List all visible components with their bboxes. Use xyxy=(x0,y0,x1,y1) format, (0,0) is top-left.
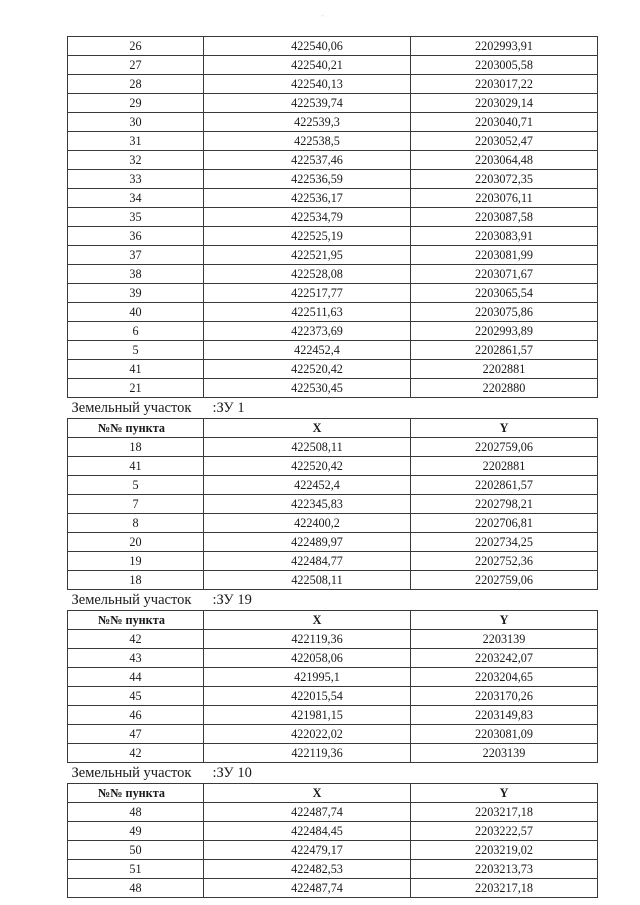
section-heading xyxy=(68,398,598,419)
x-coordinate-cell xyxy=(204,552,411,571)
page-mark: ~ xyxy=(321,14,325,20)
point-number-cell: 51 xyxy=(68,860,204,879)
y-coordinate-cell: 2202993,89 xyxy=(411,322,598,341)
x-coordinate-cell-value: 422400,2 xyxy=(294,515,340,530)
x-coordinate-cell xyxy=(204,571,411,590)
point-number-cell: 48 xyxy=(68,879,204,898)
point-number-cell: 30 xyxy=(68,113,204,132)
table-row xyxy=(68,571,598,590)
coordinates-table-body xyxy=(68,37,598,898)
x-coordinate-cell xyxy=(204,75,411,94)
point-number-cell: 5 xyxy=(68,341,204,360)
point-number-cell: 42 xyxy=(68,744,204,763)
x-coordinate-cell-value: 422489,97 xyxy=(291,534,343,549)
x-coordinate-cell xyxy=(204,687,411,706)
x-coordinate-cell-value: 422536,17 xyxy=(291,190,343,205)
x-coordinate-cell-value: 422537,46 xyxy=(291,152,343,167)
x-coordinate-cell xyxy=(204,514,411,533)
section-id: :ЗУ 1 xyxy=(212,400,245,416)
x-coordinate-cell xyxy=(204,860,411,879)
point-number-cell: 8 xyxy=(68,514,204,533)
x-coordinate-cell-value: 422022,02 xyxy=(291,726,343,741)
x-coordinate-cell xyxy=(204,822,411,841)
table-row xyxy=(68,495,598,514)
section-id: :ЗУ 10 xyxy=(212,765,252,781)
x-coordinate-cell-value: 422538,5 xyxy=(294,133,340,148)
section-label: Земельный участок xyxy=(71,400,192,416)
table-row xyxy=(68,476,598,495)
table-row xyxy=(68,379,598,398)
point-number-cell: 47 xyxy=(68,725,204,744)
table-row xyxy=(68,822,598,841)
point-number-cell: 33 xyxy=(68,170,204,189)
table-row xyxy=(68,113,598,132)
column-header-y: Y xyxy=(411,611,598,630)
point-number-cell: 5 xyxy=(68,476,204,495)
x-coordinate-cell-value: 422015,54 xyxy=(291,688,343,703)
table-row xyxy=(68,360,598,379)
point-number-cell: 46 xyxy=(68,706,204,725)
table-row xyxy=(68,227,598,246)
y-coordinate-cell: 2203139 xyxy=(411,744,598,763)
point-number-cell: 38 xyxy=(68,265,204,284)
x-coordinate-cell-value: 422345,83 xyxy=(291,496,343,511)
y-coordinate-cell: 2203083,91 xyxy=(411,227,598,246)
column-header-x-value: X xyxy=(312,785,322,800)
table-row xyxy=(68,246,598,265)
y-coordinate-cell: 2202798,21 xyxy=(411,495,598,514)
table-header-row xyxy=(68,611,598,630)
point-number-cell: 41 xyxy=(68,360,204,379)
y-coordinate-cell: 2202759,06 xyxy=(411,571,598,590)
point-number-cell: 36 xyxy=(68,227,204,246)
column-header-x xyxy=(204,419,411,438)
column-header-x-value: X xyxy=(312,612,322,627)
table-row xyxy=(68,341,598,360)
y-coordinate-cell: 2203081,09 xyxy=(411,725,598,744)
x-coordinate-cell xyxy=(204,668,411,687)
coordinates-sheet xyxy=(67,36,598,898)
table-row xyxy=(68,725,598,744)
y-coordinate-cell: 2202881 xyxy=(411,360,598,379)
x-coordinate-cell xyxy=(204,841,411,860)
y-coordinate-cell: 2203052,47 xyxy=(411,132,598,151)
table-row xyxy=(68,649,598,668)
table-row xyxy=(68,514,598,533)
x-coordinate-cell-value: 422539,74 xyxy=(291,95,343,110)
x-coordinate-cell-value: 422119,36 xyxy=(291,631,343,646)
x-coordinate-cell xyxy=(204,189,411,208)
x-coordinate-cell xyxy=(204,649,411,668)
y-coordinate-cell: 2203149,83 xyxy=(411,706,598,725)
x-coordinate-cell-value: 422373,69 xyxy=(291,323,343,338)
point-number-cell: 20 xyxy=(68,533,204,552)
point-number-cell: 31 xyxy=(68,132,204,151)
y-coordinate-cell: 2202734,25 xyxy=(411,533,598,552)
x-coordinate-cell xyxy=(204,303,411,322)
x-coordinate-cell-value: 422525,19 xyxy=(291,228,343,243)
point-number-cell: 49 xyxy=(68,822,204,841)
table-row xyxy=(68,75,598,94)
y-coordinate-cell: 2203075,86 xyxy=(411,303,598,322)
x-coordinate-cell xyxy=(204,725,411,744)
table-row xyxy=(68,533,598,552)
y-coordinate-cell: 2202881 xyxy=(411,457,598,476)
table-row xyxy=(68,208,598,227)
point-number-cell: 32 xyxy=(68,151,204,170)
table-row xyxy=(68,132,598,151)
y-coordinate-cell: 2203213,73 xyxy=(411,860,598,879)
point-number-cell: 48 xyxy=(68,803,204,822)
y-coordinate-cell: 2202706,81 xyxy=(411,514,598,533)
point-number-cell: 41 xyxy=(68,457,204,476)
table-row xyxy=(68,265,598,284)
table-row xyxy=(68,841,598,860)
x-coordinate-cell-value: 422540,21 xyxy=(291,57,343,72)
y-coordinate-cell: 2203242,07 xyxy=(411,649,598,668)
column-header-y: Y xyxy=(411,784,598,803)
x-coordinate-cell xyxy=(204,246,411,265)
y-coordinate-cell: 2202880 xyxy=(411,379,598,398)
x-coordinate-cell xyxy=(204,379,411,398)
x-coordinate-cell-value: 422540,06 xyxy=(291,38,343,53)
section-heading xyxy=(68,590,598,611)
column-header-x xyxy=(204,784,411,803)
section-id: :ЗУ 19 xyxy=(212,592,252,608)
point-number-cell: 7 xyxy=(68,495,204,514)
x-coordinate-cell-value: 421981,15 xyxy=(291,707,343,722)
x-coordinate-cell xyxy=(204,360,411,379)
table-row xyxy=(68,189,598,208)
x-coordinate-cell-value: 422484,45 xyxy=(291,823,343,838)
coordinates-table xyxy=(67,36,598,898)
section-heading-row xyxy=(68,398,598,419)
table-header-row xyxy=(68,784,598,803)
section-heading-row xyxy=(68,590,598,611)
x-coordinate-cell-value: 422487,74 xyxy=(291,804,343,819)
table-row xyxy=(68,687,598,706)
x-coordinate-cell xyxy=(204,457,411,476)
y-coordinate-cell: 2203072,35 xyxy=(411,170,598,189)
x-coordinate-cell-value: 422520,42 xyxy=(291,361,343,376)
x-coordinate-cell xyxy=(204,630,411,649)
point-number-cell: 42 xyxy=(68,630,204,649)
point-number-cell: 40 xyxy=(68,303,204,322)
x-coordinate-cell-value: 422119,36 xyxy=(291,745,343,760)
point-number-cell: 18 xyxy=(68,571,204,590)
x-coordinate-cell-value: 422536,59 xyxy=(291,171,343,186)
table-row xyxy=(68,668,598,687)
column-header-x xyxy=(204,611,411,630)
x-coordinate-cell xyxy=(204,170,411,189)
column-header-x-value: X xyxy=(312,420,322,435)
x-coordinate-cell-value: 422534,79 xyxy=(291,209,343,224)
x-coordinate-cell xyxy=(204,56,411,75)
table-row xyxy=(68,322,598,341)
x-coordinate-cell-value: 422452,4 xyxy=(294,477,340,492)
x-coordinate-cell-value: 422511,63 xyxy=(291,304,343,319)
point-number-cell: 43 xyxy=(68,649,204,668)
y-coordinate-cell: 2202759,06 xyxy=(411,438,598,457)
section-heading-row xyxy=(68,763,598,784)
x-coordinate-cell-value: 422508,11 xyxy=(291,572,343,587)
table-row xyxy=(68,879,598,898)
y-coordinate-cell: 2203076,11 xyxy=(411,189,598,208)
point-number-cell: 18 xyxy=(68,438,204,457)
y-coordinate-cell: 2203217,18 xyxy=(411,879,598,898)
x-coordinate-cell-value: 422487,74 xyxy=(291,880,343,895)
table-row xyxy=(68,56,598,75)
x-coordinate-cell-value: 422530,45 xyxy=(291,380,343,395)
y-coordinate-cell: 2203071,67 xyxy=(411,265,598,284)
y-coordinate-cell: 2203005,58 xyxy=(411,56,598,75)
table-row xyxy=(68,438,598,457)
point-number-cell: 44 xyxy=(68,668,204,687)
x-coordinate-cell-value: 422540,13 xyxy=(291,76,343,91)
y-coordinate-cell: 2203204,65 xyxy=(411,668,598,687)
x-coordinate-cell xyxy=(204,803,411,822)
x-coordinate-cell xyxy=(204,438,411,457)
y-coordinate-cell: 2203217,18 xyxy=(411,803,598,822)
x-coordinate-cell xyxy=(204,322,411,341)
table-row xyxy=(68,151,598,170)
y-coordinate-cell: 2202993,91 xyxy=(411,37,598,56)
y-coordinate-cell: 2202752,36 xyxy=(411,552,598,571)
point-number-cell: 39 xyxy=(68,284,204,303)
x-coordinate-cell xyxy=(204,227,411,246)
table-row xyxy=(68,94,598,113)
column-header-point: №№ пункта xyxy=(68,419,204,438)
x-coordinate-cell-value: 422482,53 xyxy=(291,861,343,876)
x-coordinate-cell xyxy=(204,265,411,284)
x-coordinate-cell-value: 422539,3 xyxy=(294,114,340,129)
y-coordinate-cell: 2202861,57 xyxy=(411,341,598,360)
x-coordinate-cell xyxy=(204,744,411,763)
x-coordinate-cell-value: 422517,77 xyxy=(291,285,343,300)
point-number-cell: 35 xyxy=(68,208,204,227)
x-coordinate-cell-value: 422484,77 xyxy=(291,553,343,568)
x-coordinate-cell xyxy=(204,341,411,360)
y-coordinate-cell: 2203170,26 xyxy=(411,687,598,706)
point-number-cell: 19 xyxy=(68,552,204,571)
x-coordinate-cell xyxy=(204,476,411,495)
y-coordinate-cell: 2203029,14 xyxy=(411,94,598,113)
point-number-cell: 34 xyxy=(68,189,204,208)
column-header-y: Y xyxy=(411,419,598,438)
x-coordinate-cell-value: 421995,1 xyxy=(294,669,340,684)
x-coordinate-cell xyxy=(204,151,411,170)
x-coordinate-cell-value: 422508,11 xyxy=(291,439,343,454)
point-number-cell: 26 xyxy=(68,37,204,56)
x-coordinate-cell-value: 422479,17 xyxy=(291,842,343,857)
point-number-cell: 6 xyxy=(68,322,204,341)
y-coordinate-cell: 2202861,57 xyxy=(411,476,598,495)
y-coordinate-cell: 2203087,58 xyxy=(411,208,598,227)
x-coordinate-cell xyxy=(204,533,411,552)
y-coordinate-cell: 2203064,48 xyxy=(411,151,598,170)
x-coordinate-cell xyxy=(204,113,411,132)
section-label: Земельный участок xyxy=(71,765,192,781)
point-number-cell: 27 xyxy=(68,56,204,75)
table-row xyxy=(68,284,598,303)
point-number-cell: 50 xyxy=(68,841,204,860)
y-coordinate-cell: 2203219,02 xyxy=(411,841,598,860)
y-coordinate-cell: 2203065,54 xyxy=(411,284,598,303)
y-coordinate-cell: 2203139 xyxy=(411,630,598,649)
point-number-cell: 45 xyxy=(68,687,204,706)
x-coordinate-cell-value: 422058,06 xyxy=(291,650,343,665)
x-coordinate-cell xyxy=(204,706,411,725)
point-number-cell: 37 xyxy=(68,246,204,265)
table-row xyxy=(68,37,598,56)
x-coordinate-cell xyxy=(204,132,411,151)
x-coordinate-cell xyxy=(204,495,411,514)
point-number-cell: 21 xyxy=(68,379,204,398)
x-coordinate-cell xyxy=(204,284,411,303)
y-coordinate-cell: 2203081,99 xyxy=(411,246,598,265)
column-header-point: №№ пункта xyxy=(68,784,204,803)
table-row xyxy=(68,744,598,763)
x-coordinate-cell-value: 422452,4 xyxy=(294,342,340,357)
section-label: Земельный участок xyxy=(71,592,192,608)
y-coordinate-cell: 2203040,71 xyxy=(411,113,598,132)
table-row xyxy=(68,860,598,879)
x-coordinate-cell xyxy=(204,37,411,56)
column-header-point: №№ пункта xyxy=(68,611,204,630)
x-coordinate-cell-value: 422528,08 xyxy=(291,266,343,281)
x-coordinate-cell-value: 422521,95 xyxy=(291,247,343,262)
table-row xyxy=(68,630,598,649)
point-number-cell: 28 xyxy=(68,75,204,94)
x-coordinate-cell-value: 422520,42 xyxy=(291,458,343,473)
point-number-cell: 29 xyxy=(68,94,204,113)
x-coordinate-cell xyxy=(204,208,411,227)
y-coordinate-cell: 2203222,57 xyxy=(411,822,598,841)
table-row xyxy=(68,706,598,725)
table-row xyxy=(68,457,598,476)
table-row xyxy=(68,170,598,189)
y-coordinate-cell: 2203017,22 xyxy=(411,75,598,94)
section-heading xyxy=(68,763,598,784)
table-row xyxy=(68,303,598,322)
table-header-row xyxy=(68,419,598,438)
x-coordinate-cell xyxy=(204,94,411,113)
table-row xyxy=(68,552,598,571)
table-row xyxy=(68,803,598,822)
x-coordinate-cell xyxy=(204,879,411,898)
